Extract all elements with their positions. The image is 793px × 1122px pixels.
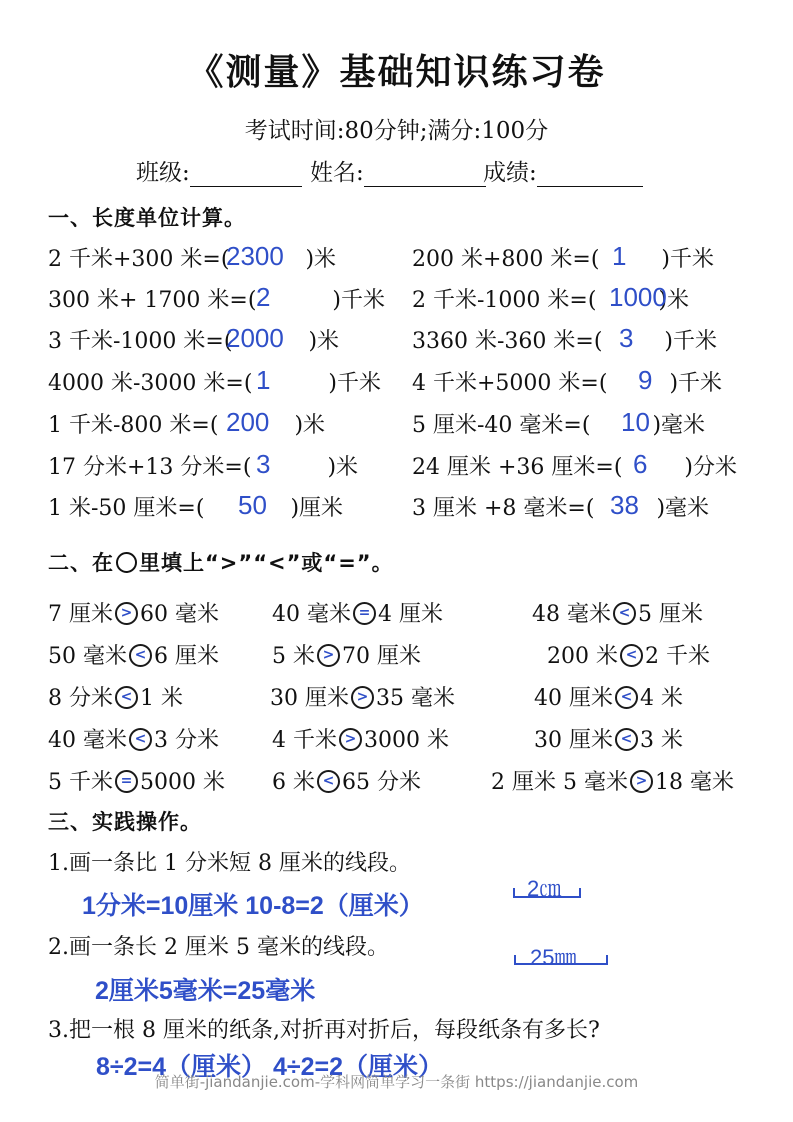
section-3-heading: 三、实践操作。	[48, 810, 202, 834]
compare-sign: >	[115, 602, 138, 625]
compare-item	[272, 597, 443, 628]
compare-sign: =	[353, 602, 376, 625]
handwritten-answer: 3	[256, 449, 271, 479]
circle-icon	[116, 552, 137, 573]
score-blank	[537, 160, 643, 187]
compare-right: 4 米	[640, 686, 683, 711]
segment-2-line	[514, 955, 608, 965]
calc-expression: 3 千米-1000 米=(	[48, 329, 233, 354]
compare-left: 8 分米	[48, 686, 113, 711]
compare-item	[48, 723, 219, 754]
handwritten-answer: 2300	[226, 241, 284, 271]
compare-item	[272, 765, 421, 796]
compare-sign: =	[115, 770, 138, 793]
handwritten-answer: 6	[633, 449, 648, 479]
compare-sign: <	[613, 602, 636, 625]
exam-info: 考试时间:80分钟;满分:100分	[244, 118, 549, 144]
compare-item	[270, 681, 455, 712]
compare-right: 3 分米	[154, 728, 219, 753]
compare-item	[272, 723, 449, 754]
compare-item	[534, 723, 683, 754]
segment-1-line	[513, 888, 581, 898]
calc-question-right	[412, 366, 722, 397]
score-label: 成绩:	[483, 160, 537, 186]
handwritten-answer: 1000	[609, 282, 667, 312]
calc-question-left	[48, 491, 343, 522]
name-label: 姓名:	[310, 160, 364, 186]
compare-circle-slot	[127, 644, 154, 666]
calc-question-left	[48, 450, 358, 481]
calc-expression: 300 米+ 1700 米=(	[48, 288, 257, 313]
practice-answer-2: 2厘米5毫米=25毫米	[95, 977, 316, 1005]
calc-unit: )千米	[661, 247, 715, 272]
calc-question-right	[412, 324, 717, 355]
calc-unit: )分米	[684, 455, 738, 480]
compare-right: 5000 米	[140, 770, 225, 795]
compare-right: 2 千米	[645, 644, 710, 669]
compare-item	[272, 639, 421, 670]
practice-answer-1: 1分米=10厘米 10-8=2（厘米）	[82, 892, 424, 920]
calc-unit: )毫米	[656, 496, 710, 521]
handwritten-answer: 50	[238, 490, 267, 520]
calc-unit: )米	[305, 247, 337, 272]
compare-sign: <	[615, 728, 638, 751]
handwritten-answer: 2000	[226, 323, 284, 353]
compare-circle-slot	[351, 602, 378, 624]
compare-circle-slot	[611, 602, 638, 624]
compare-left: 30 厘米	[534, 728, 613, 753]
compare-item	[48, 765, 225, 796]
class-field	[136, 154, 302, 187]
calc-question-left	[48, 242, 336, 273]
calc-question-left	[48, 366, 381, 397]
practice-question-1: 1.画一条比 1 分米短 8 厘米的线段。	[48, 851, 411, 876]
name-blank	[364, 160, 486, 187]
compare-left: 48 毫米	[532, 602, 611, 627]
calc-question-right	[412, 242, 714, 273]
calc-unit: )米	[658, 288, 690, 313]
calc-expression: 200 米+800 米=(	[412, 247, 600, 272]
handwritten-answer: 2	[256, 282, 271, 312]
compare-circle-slot	[113, 770, 140, 792]
practice-answer-3: 8÷2=4（厘米） 4÷2=2（厘米）	[96, 1053, 444, 1081]
compare-circle-slot	[628, 770, 655, 792]
calc-question-right	[412, 408, 705, 439]
calc-unit: )千米	[332, 288, 386, 313]
compare-left: 30 厘米	[270, 686, 349, 711]
segment-1-label: 2㎝	[527, 876, 562, 901]
compare-sign: <	[615, 686, 638, 709]
compare-left: 4 千米	[272, 728, 337, 753]
calc-question-left	[48, 283, 385, 314]
practice-question-2: 2.画一条长 2 厘米 5 毫米的线段。	[48, 935, 389, 960]
calc-expression: 24 厘米 +36 厘米=(	[412, 455, 623, 480]
compare-item	[532, 597, 703, 628]
compare-right: 60 毫米	[140, 602, 219, 627]
compare-circle-slot	[315, 644, 342, 666]
calc-unit: )米	[327, 455, 359, 480]
calc-expression: 1 米-50 厘米=(	[48, 496, 205, 521]
handwritten-answer: 38	[610, 490, 639, 520]
calc-expression: 1 千米-800 米=(	[48, 413, 219, 438]
compare-right: 70 厘米	[342, 644, 421, 669]
calc-expression: 5 厘米-40 毫米=(	[412, 413, 591, 438]
compare-circle-slot	[113, 686, 140, 708]
compare-sign: <	[129, 728, 152, 751]
compare-circle-slot	[613, 686, 640, 708]
calc-unit: )米	[294, 413, 326, 438]
calc-expression: 3 厘米 +8 毫米=(	[412, 496, 595, 521]
compare-sign: >	[351, 686, 374, 709]
section-1-heading: 一、长度单位计算。	[48, 206, 246, 230]
practice-question-3: 3.把一根 8 厘米的纸条,对折再对折后，每段纸条有多长?	[48, 1018, 600, 1043]
compare-left: 5 米	[272, 644, 315, 669]
handwritten-answer: 9	[638, 365, 653, 395]
compare-sign: <	[115, 686, 138, 709]
compare-right: 5 厘米	[638, 602, 703, 627]
compare-circle-slot	[618, 644, 645, 666]
compare-circle-slot	[113, 602, 140, 624]
section-2-heading	[48, 547, 394, 577]
compare-circle-slot	[315, 770, 342, 792]
compare-circle-slot	[613, 728, 640, 750]
calc-question-right	[412, 491, 709, 522]
calc-expression: 17 分米+13 分米=(	[48, 455, 252, 480]
compare-left: 50 毫米	[48, 644, 127, 669]
section-2-heading-post: 里填上“>”“<”或“=”。	[139, 551, 394, 575]
compare-circle-slot	[349, 686, 376, 708]
page-title: 《测量》基础知识练习卷	[187, 51, 606, 93]
compare-left: 2 厘米 5 毫米	[491, 770, 628, 795]
compare-sign: >	[339, 728, 362, 751]
calc-unit: )千米	[669, 371, 723, 396]
compare-right: 3 米	[640, 728, 683, 753]
compare-right: 6 厘米	[154, 644, 219, 669]
calc-unit: )米	[308, 329, 340, 354]
compare-sign: <	[129, 644, 152, 667]
compare-sign: <	[317, 770, 340, 793]
compare-sign: >	[630, 770, 653, 793]
compare-item	[534, 681, 683, 712]
calc-question-left	[48, 408, 325, 439]
compare-right: 65 分米	[342, 770, 421, 795]
compare-left: 6 米	[272, 770, 315, 795]
calc-expression: 3360 米-360 米=(	[412, 329, 603, 354]
compare-circle-slot	[127, 728, 154, 750]
calc-expression: 2 千米+300 米=(	[48, 247, 230, 272]
class-blank	[190, 160, 302, 187]
section-2-heading-pre: 二、在	[48, 551, 114, 575]
compare-left: 7 厘米	[48, 602, 113, 627]
calc-unit: )千米	[664, 329, 718, 354]
compare-left: 5 千米	[48, 770, 113, 795]
compare-left: 200 米	[547, 644, 618, 669]
compare-item	[547, 639, 710, 670]
calc-expression: 2 千米-1000 米=(	[412, 288, 597, 313]
compare-circle-slot	[337, 728, 364, 750]
compare-right: 18 毫米	[654, 770, 734, 795]
handwritten-answer: 1	[612, 241, 627, 271]
compare-item	[48, 597, 219, 628]
compare-right: 3000 米	[364, 728, 449, 753]
calc-question-right	[412, 450, 737, 481]
class-label: 班级:	[136, 160, 190, 186]
compare-right: 1 米	[140, 686, 183, 711]
compare-left: 40 毫米	[272, 602, 351, 627]
compare-left: 40 厘米	[534, 686, 613, 711]
compare-item	[48, 681, 183, 712]
calc-expression: 4000 米-3000 米=(	[48, 371, 253, 396]
calc-unit: )厘米	[290, 496, 344, 521]
handwritten-answer: 200	[226, 407, 270, 437]
compare-sign: <	[620, 644, 643, 667]
compare-item	[491, 765, 734, 796]
compare-right: 35 毫米	[376, 686, 455, 711]
handwritten-answer: 3	[619, 323, 634, 353]
calc-expression: 4 千米+5000 米=(	[412, 371, 608, 396]
compare-left: 40 毫米	[48, 728, 127, 753]
calc-unit: )千米	[328, 371, 382, 396]
handwritten-answer: 1	[256, 365, 271, 395]
handwritten-answer: 10	[621, 407, 650, 437]
score-field	[483, 154, 643, 187]
segment-2-label: 25㎜	[530, 945, 577, 970]
compare-right: 4 厘米	[378, 602, 443, 627]
footer-watermark: 简单街-jiandanjie.com-学科网简单学习一条街 https://jiandanjie.com	[154, 1073, 639, 1091]
compare-sign: >	[317, 644, 340, 667]
calc-question-left	[48, 324, 339, 355]
compare-item	[48, 639, 219, 670]
name-field	[310, 154, 486, 187]
calc-unit: )毫米	[652, 413, 706, 438]
